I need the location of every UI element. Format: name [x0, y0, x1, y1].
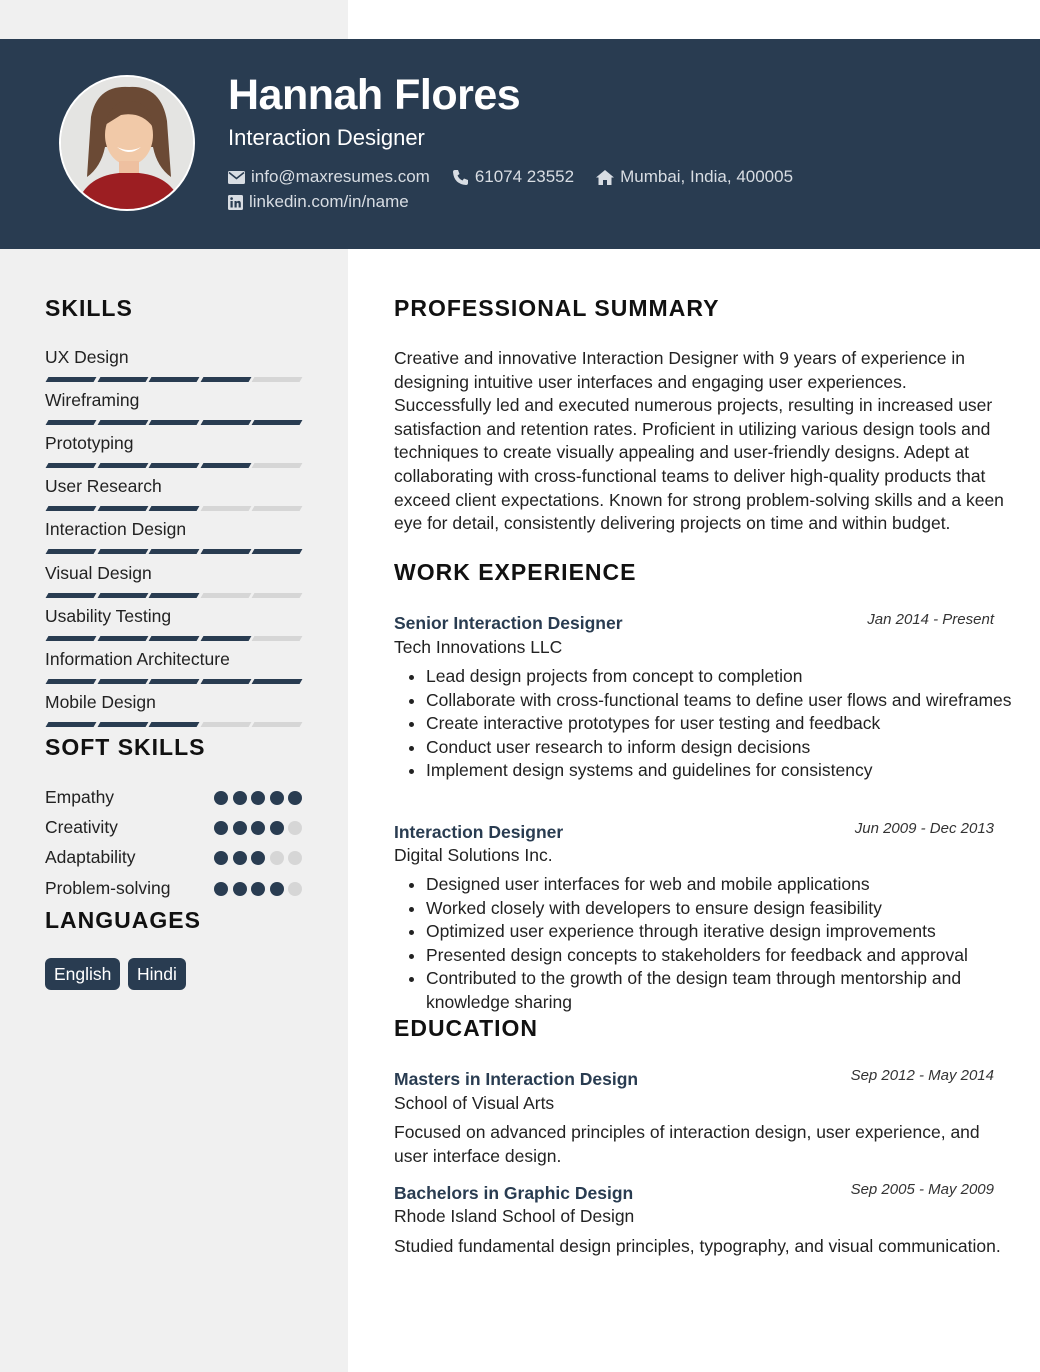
skill-level-bar	[47, 549, 305, 554]
skill-level-segment	[149, 506, 200, 511]
rating-dot	[214, 791, 228, 805]
skill-level-segment	[252, 636, 303, 641]
candidate-name: Hannah Flores	[228, 71, 521, 119]
list-item: • Conduct user research to inform design decisions	[426, 736, 1026, 760]
soft-skills-heading: SOFT SKILLS	[45, 734, 206, 760]
skill-level-bar	[47, 679, 305, 684]
skills-heading: SKILLS	[45, 295, 133, 321]
skill-level-segment	[46, 420, 97, 425]
skill-level-segment	[252, 420, 303, 425]
summary-text: Creative and innovative Interaction Designer with 9 years of experience in designing intuitive user interfaces and engaging user experiences. Successfully led and executed numerous projects, resulting in increased user satisfaction and retention rates. Proficient in utilizing various design tools and techniques to create visually appealing and user-friendly designs. Adept at collaborating with cross-functional teams to deliver high-quality products that exceed client expectations. Known for strong problem-solving skills and a keen eye for detail, consistently delivering projects on time and within budget.	[394, 348, 1004, 534]
skill-level-segment	[97, 549, 148, 554]
contact-phone[interactable]	[452, 167, 574, 187]
school-name: Rhode Island School of Design	[394, 1206, 635, 1226]
skill-level-segment	[252, 722, 303, 727]
skill-level-segment	[200, 463, 251, 468]
skill-name: Visual Design	[45, 562, 152, 583]
degree-title: Masters in Interaction Design	[394, 1069, 639, 1089]
soft-skill-name: Adaptability	[45, 847, 136, 868]
rating-dot	[233, 821, 247, 835]
candidate-title: Interaction Designer	[228, 125, 425, 150]
skill-level-segment	[200, 593, 251, 598]
soft-skill-rating	[214, 851, 307, 865]
skill-name: UX Design	[45, 347, 129, 367]
soft-skill-rating	[214, 882, 307, 896]
phone-icon	[452, 169, 469, 186]
skill-level-segment	[97, 593, 148, 598]
list-item: • Presented design concepts to stakeholders for feedback and approval	[426, 944, 1026, 968]
degree-dates: Sep 2012 - May 2014	[850, 1067, 994, 1084]
skill-level-segment	[200, 636, 251, 641]
languages-heading: LANGUAGES	[45, 907, 201, 933]
location-text: Mumbai, India, 400005	[620, 167, 794, 186]
skill-level-segment	[252, 549, 303, 554]
rating-dot	[214, 882, 228, 896]
job-title: Interaction Designer	[394, 822, 564, 842]
rating-dot	[270, 791, 284, 805]
skill-name: Mobile Design	[45, 691, 156, 712]
degree-dates: Sep 2005 - May 2009	[850, 1181, 994, 1198]
skill-level-segment	[97, 377, 148, 382]
rating-dot	[233, 791, 247, 805]
rating-dot	[288, 882, 302, 896]
skill-level-bar	[47, 593, 305, 598]
contact-location	[596, 167, 793, 187]
skill-level-segment	[200, 506, 251, 511]
rating-dot	[288, 791, 302, 805]
phone-text: 61074 23552	[474, 167, 575, 186]
skill-level-segment	[252, 679, 303, 684]
rating-dot	[214, 851, 228, 865]
skill-level-segment	[97, 679, 148, 684]
skill-level-segment	[200, 549, 251, 554]
skill-name: User Research	[45, 476, 162, 497]
skill-level-segment	[97, 463, 148, 468]
job-company: Digital Solutions Inc.	[394, 845, 553, 865]
degree-description: Studied fundamental design principles, typography, and visual communication.	[394, 1236, 1001, 1256]
skill-level-bar	[47, 636, 305, 641]
skill-name: Information Architecture	[45, 648, 230, 669]
contact-line-1	[228, 167, 815, 187]
education-heading: EDUCATION	[394, 1015, 539, 1041]
skill-level-segment	[97, 506, 148, 511]
rating-dot	[288, 821, 302, 835]
skill-level-segment	[200, 377, 251, 382]
summary-heading: PROFESSIONAL SUMMARY	[394, 295, 720, 321]
skill-level-segment	[252, 506, 303, 511]
skill-level-segment	[200, 679, 251, 684]
skill-level-segment	[200, 722, 251, 727]
skill-name: Usability Testing	[45, 605, 172, 626]
skill-level-segment	[46, 463, 97, 468]
skill-level-segment	[97, 420, 148, 425]
contact-linkedin[interactable]	[228, 192, 409, 212]
skill-level-segment	[46, 506, 97, 511]
rating-dot	[270, 851, 284, 865]
rating-dot	[233, 882, 247, 896]
experience-heading: WORK EXPERIENCE	[394, 559, 637, 585]
skill-level-segment	[46, 593, 97, 598]
skill-level-segment	[149, 722, 200, 727]
skill-level-segment	[252, 463, 303, 468]
skill-level-segment	[149, 636, 200, 641]
list-item: • Create interactive prototypes for user testing and feedback	[426, 712, 1026, 736]
skill-level-bar	[47, 722, 305, 727]
skill-level-bar	[47, 463, 305, 468]
skill-level-segment	[252, 593, 303, 598]
job-dates: Jan 2014 - Present	[867, 611, 994, 628]
contact-email[interactable]	[228, 167, 430, 187]
list-item: • Optimized user experience through iterative design improvements	[426, 920, 1026, 944]
skill-level-segment	[149, 549, 200, 554]
skill-name: Prototyping	[45, 433, 134, 454]
skill-level-segment	[46, 679, 97, 684]
job-title: Senior Interaction Designer	[394, 613, 623, 633]
skill-level-segment	[97, 722, 148, 727]
skill-level-segment	[200, 420, 251, 425]
degree-title: Bachelors in Graphic Design	[394, 1183, 634, 1203]
job-bullets	[394, 665, 1026, 783]
home-icon	[596, 170, 614, 185]
skill-level-segment	[97, 636, 148, 641]
skill-level-segment	[149, 420, 200, 425]
skill-level-bar	[47, 420, 305, 425]
email-text: info@maxresumes.com	[251, 167, 430, 186]
soft-skill-rating	[214, 821, 307, 835]
rating-dot	[251, 882, 265, 896]
skill-level-segment	[46, 636, 97, 641]
soft-skill-name: Creativity	[45, 817, 118, 838]
rating-dot	[233, 851, 247, 865]
degree-description: Focused on advanced principles of interaction design, user experience, and user interface design.	[394, 1122, 980, 1166]
soft-skill-name: Empathy	[45, 787, 115, 807]
job-company: Tech Innovations LLC	[394, 637, 563, 657]
list-item: • Designed user interfaces for web and mobile applications	[426, 873, 1026, 897]
envelope-icon	[228, 171, 245, 184]
skill-level-bar	[47, 377, 305, 382]
list-item: • Worked closely with developers to ensure design feasibility	[426, 897, 1026, 921]
list-item: • Contributed to the growth of the design team through mentorship and knowledge sharing	[426, 967, 1026, 1014]
soft-skill-name: Problem-solving	[45, 877, 171, 898]
job-bullets	[394, 873, 1026, 1015]
rating-dot	[270, 821, 284, 835]
contact-line-2	[228, 192, 431, 212]
resume-header	[0, 39, 1040, 249]
avatar	[59, 75, 195, 211]
soft-skill-rating	[214, 791, 307, 805]
skill-level-segment	[149, 593, 200, 598]
skill-level-segment	[46, 549, 97, 554]
skill-level-segment	[46, 722, 97, 727]
list-item: • Implement design systems and guidelines for consistency	[426, 759, 1026, 783]
rating-dot	[288, 851, 302, 865]
skill-level-segment	[149, 377, 200, 382]
rating-dot	[251, 821, 265, 835]
profile-photo-icon	[61, 77, 195, 211]
linkedin-text: linkedin.com/in/name	[249, 192, 409, 211]
skill-name: Wireframing	[45, 390, 140, 411]
rating-dot	[214, 821, 228, 835]
skill-level-segment	[149, 463, 200, 468]
rating-dot	[251, 851, 265, 865]
skill-level-segment	[149, 679, 200, 684]
linkedin-icon	[228, 195, 243, 210]
skill-level-bar	[47, 506, 305, 511]
skill-level-segment	[46, 377, 97, 382]
job-dates: Jun 2009 - Dec 2013	[854, 820, 994, 837]
language-tag: Hindi	[128, 958, 186, 990]
skill-level-segment	[252, 377, 303, 382]
list-item: • Lead design projects from concept to completion	[426, 665, 1026, 689]
rating-dot	[270, 882, 284, 896]
language-tag: English	[45, 958, 120, 990]
skill-name: Interaction Design	[45, 519, 187, 540]
school-name: School of Visual Arts	[394, 1093, 555, 1113]
rating-dot	[251, 791, 265, 805]
list-item: • Collaborate with cross-functional teams to define user flows and wireframes	[426, 689, 1026, 713]
